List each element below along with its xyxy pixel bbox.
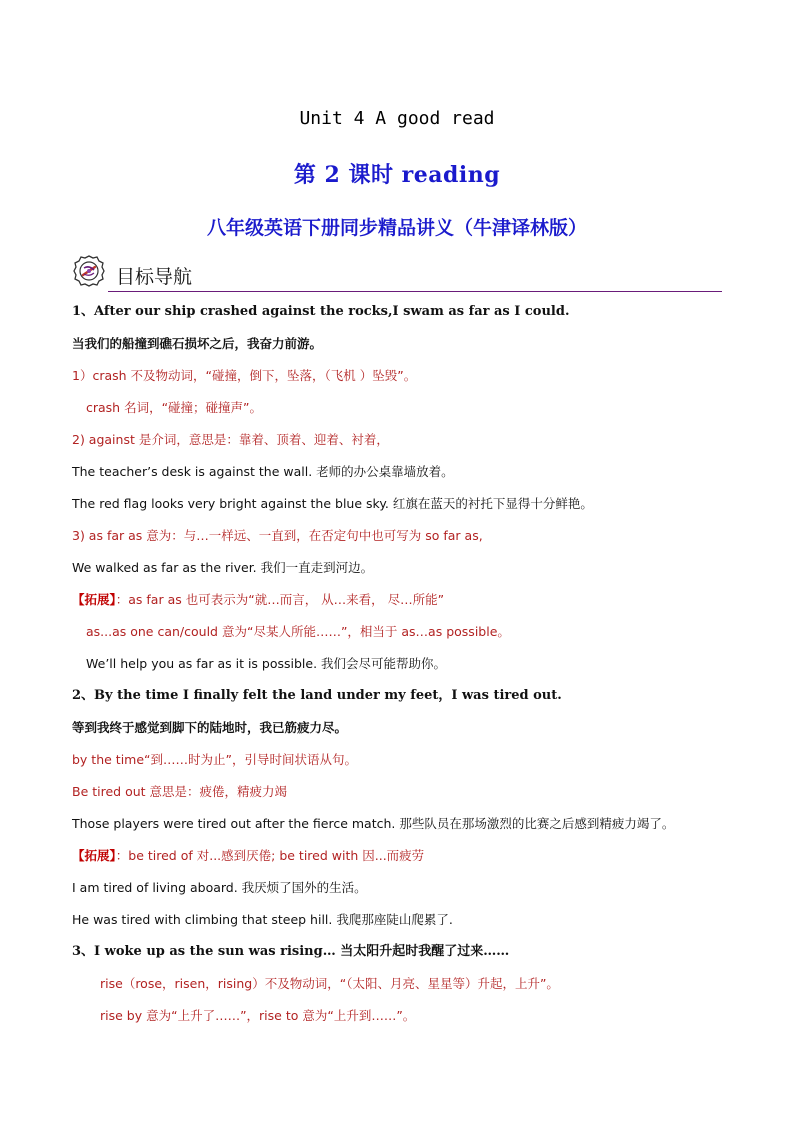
extension-1: [72, 592, 444, 608]
example-tired-out: Those players were tired out after the fierce match. 那些队员在那场激烈的比赛之后感到精疲力竭了。: [72, 816, 675, 831]
extension-tag: 【拓展】: [72, 592, 116, 607]
target-navigation-icon: [72, 254, 106, 288]
extension-text: ：as far as 也可表示为“就…而言， 从…来看， 尽…所能”: [115, 592, 445, 607]
unit-title: Unit 4 A good read: [299, 108, 495, 129]
sentence-2-en: 2、By the time I finally felt the land under my feet，I was tired out.: [72, 688, 562, 703]
sentence-3: 3、I woke up as the sun was rising… 当太阳升起时我醒了过来……: [72, 944, 510, 959]
sentence-1-en: 1、After our ship crashed against the rocks,I swam as far as I could.: [72, 304, 570, 319]
section-header: [70, 254, 722, 296]
note-crash-verb: 1）crash 不及物动词，“碰撞，倒下，坠落，（飞机 ）坠毁”。: [72, 368, 417, 383]
note-against: 2) against 是介词，意思是：靠着、顶着、迎着、衬着，: [72, 432, 389, 447]
example-against-1: The teacher’s desk is against the wall. 老师的办公桌靠墙放着。: [72, 464, 454, 479]
note-crash-noun: crash 名词，“碰撞；碰撞声”。: [86, 400, 263, 415]
section-label: 目标导航: [116, 266, 193, 288]
example-tired-of: I am tired of living aboard. 我厌烦了国外的生活。: [72, 880, 367, 895]
section-divider: [108, 291, 722, 292]
note-rise: rise（rose，risen，rising）不及物动词，“（太阳、月亮、星星等）升起，上升”。: [100, 976, 559, 991]
series-title: 八年级英语下册同步精品讲义（牛津译林版）: [206, 217, 587, 239]
note-by-the-time: by the time“到……时为止”，引导时间状语从句。: [72, 752, 357, 767]
extension-tag: 【拓展】: [72, 848, 116, 863]
sentence-1-cn: 当我们的船撞到礁石损坏之后，我奋力前游。: [72, 336, 323, 351]
sentence-2-cn: 等到我终于感觉到脚下的陆地时，我已筋疲力尽。: [72, 720, 348, 735]
note-rise-by-to: rise by 意为“上升了……”，rise to 意为“上升到……”。: [100, 1008, 416, 1023]
extension-text: ：be tired of 对...感到厌倦; be tired with 因...而疲劳: [115, 848, 425, 863]
note-as-one-can: as...as one can/could 意为“尽某人所能……”，相当于 as…as possible。: [86, 624, 510, 639]
example-as-far-as-possible: We’ll help you as far as it is possible. 我们会尽可能帮助你。: [86, 656, 447, 671]
example-as-far-as: We walked as far as the river. 我们一直走到河边。: [72, 560, 374, 575]
extension-2: [72, 848, 424, 864]
lesson-title: 第 2 课时 reading: [293, 162, 501, 188]
note-tired-out: Be tired out 意思是：疲倦，精疲力竭: [72, 784, 288, 799]
example-tired-with: He was tired with climbing that steep hill. 我爬那座陡山爬累了.: [72, 912, 453, 927]
note-as-far-as: 3) as far as 意为：与…一样远、一直到，在否定句中也可写为 so far as,: [72, 528, 483, 543]
example-against-2: The red flag looks very bright against the blue sky. 红旗在蓝天的衬托下显得十分鲜艳。: [72, 496, 593, 511]
